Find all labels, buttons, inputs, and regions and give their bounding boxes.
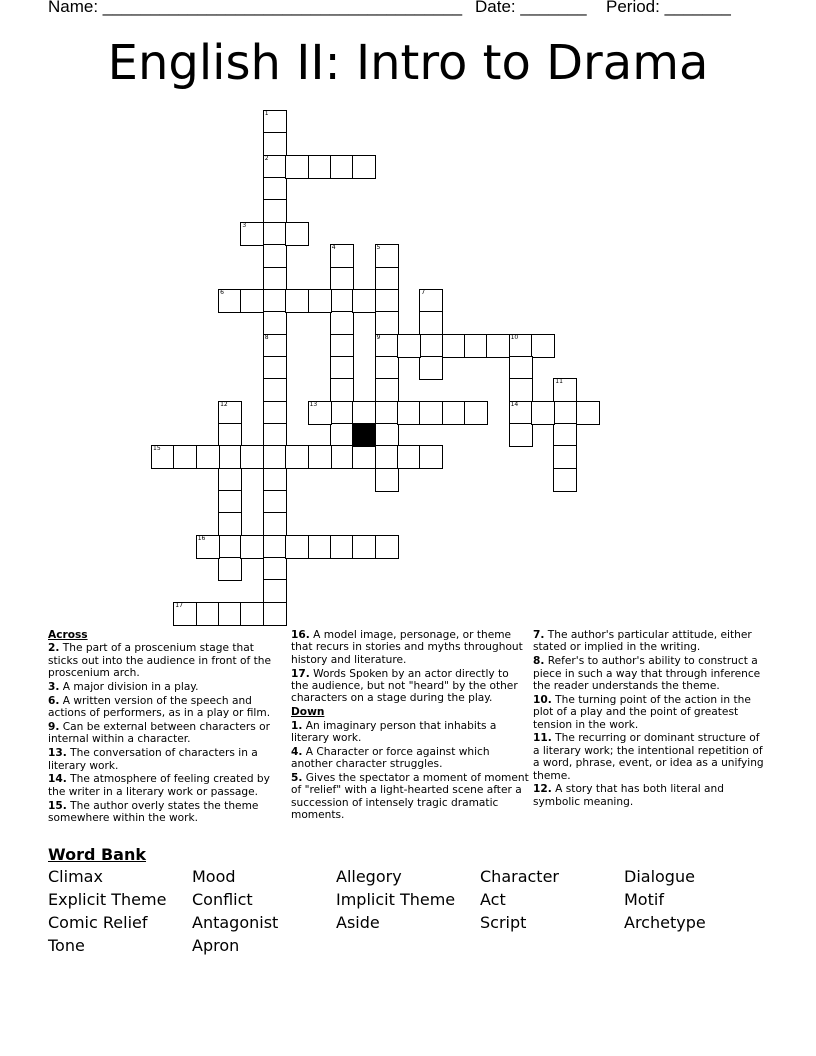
clue-number: 3 [242, 221, 247, 229]
crossword-cell[interactable] [419, 445, 443, 469]
crossword-cell[interactable] [263, 289, 287, 313]
clues-column-2 [291, 629, 529, 823]
crossword-cell[interactable] [419, 401, 443, 425]
crossword-cell[interactable] [330, 445, 354, 469]
crossword-cell[interactable] [263, 468, 287, 492]
across-heading: Across [48, 629, 88, 641]
down-clue: 8. Refer's to author's ability to construct a piece in such a way that through inference the reader understands the theme. [533, 655, 761, 693]
crossword-cell[interactable] [352, 445, 376, 469]
crossword-cell[interactable] [218, 423, 242, 447]
crossword-cell[interactable] [531, 401, 555, 425]
crossword-cell[interactable] [576, 401, 600, 425]
crossword-cell[interactable] [263, 311, 287, 335]
crossword-cell[interactable] [330, 244, 354, 268]
crossword-cell[interactable] [285, 222, 309, 246]
clue-number: 13 [309, 400, 318, 408]
crossword-cell[interactable] [263, 401, 287, 425]
crossword-cell[interactable] [196, 535, 220, 559]
down-clue: 7. The author's particular attitude, either stated or implied in the writing. [533, 629, 752, 654]
crossword-cell[interactable] [553, 401, 577, 425]
across-clue: 2. The part of a proscenium stage that sticks out into the audience in front of the proscenium arch. [48, 642, 271, 680]
crossword-cell[interactable] [263, 177, 287, 201]
clue-number: 16 [197, 534, 206, 542]
crossword-cell[interactable] [352, 289, 376, 313]
crossword-cell[interactable] [218, 535, 242, 559]
down-clue: 12. A story that has both literal and symbolic meaning. [533, 783, 724, 808]
name-field: Name: ______________________________________ [48, 0, 463, 16]
across-clue: 14. The atmosphere of feeling created by the writer in a literary work or passage. [48, 773, 270, 798]
word-bank-word: Explicit Theme [48, 890, 167, 909]
crossword-cell[interactable] [442, 334, 466, 358]
word-bank-word: Mood [192, 867, 236, 886]
crossword-cell[interactable] [263, 110, 287, 134]
crossword-cell[interactable] [240, 445, 264, 469]
crossword-cell[interactable] [218, 490, 242, 514]
crossword-cell[interactable] [240, 602, 264, 626]
crossword-cell[interactable] [375, 311, 399, 335]
clue-number: 15 [153, 445, 161, 453]
crossword-cell[interactable] [397, 401, 421, 425]
crossword-cell[interactable] [375, 423, 399, 447]
crossword-cell[interactable] [263, 512, 287, 536]
clue-number: 1 [264, 110, 269, 117]
crossword-cell[interactable] [375, 267, 399, 291]
crossword-cell[interactable] [263, 445, 287, 469]
across-clue: 17. Words Spoken by an actor directly to the audience, but not "heard" by the other characters on a stage during the play. [291, 667, 518, 705]
crossword-cell[interactable] [285, 155, 309, 179]
crossword-cell[interactable] [531, 334, 555, 358]
period-field: Period: _______ [606, 0, 731, 16]
crossword-cell[interactable] [419, 334, 443, 358]
down-clue: 11. The recurring or dominant structure of a literary work; the intentional repetition of a word, phrase, event, or idea as a unifying theme. [533, 732, 764, 782]
word-bank-word: Apron [192, 936, 240, 955]
crossword-cell[interactable] [419, 311, 443, 335]
crossword-cell[interactable] [509, 378, 533, 402]
clue-number: 6 [220, 288, 224, 296]
word-bank-word: Dialogue [624, 867, 695, 886]
crossword-cell[interactable] [308, 155, 332, 179]
crossword-cell[interactable] [263, 155, 287, 179]
crossword-cell[interactable] [375, 356, 399, 380]
crossword-cell[interactable] [218, 445, 242, 469]
crossword-cell[interactable] [263, 244, 287, 268]
crossword-cell[interactable] [285, 289, 309, 313]
crossword-cell[interactable] [263, 132, 287, 156]
word-bank-word: Tone [48, 936, 85, 955]
crossword-cell[interactable] [553, 468, 577, 492]
crossword-cell[interactable] [218, 557, 242, 581]
clue-number: 12 [220, 400, 228, 408]
crossword-cell[interactable] [285, 535, 309, 559]
word-bank-title: Word Bank [48, 845, 147, 864]
crossword-cell[interactable] [330, 334, 354, 358]
crossword-cell[interactable] [151, 445, 175, 469]
clue-number: 4 [331, 244, 336, 252]
crossword-cell[interactable] [263, 535, 287, 559]
word-bank-word: Character [480, 867, 559, 886]
clue-number: 7 [421, 288, 426, 296]
across-clue: 16. A model image, personage, or theme that recurs in stories and myths throughout history and literature. [291, 629, 523, 666]
word-bank-word: Allegory [336, 867, 402, 886]
crossword-cell[interactable] [375, 289, 399, 313]
clue-number: 2 [264, 154, 269, 162]
down-clue: 4. A Character or force against which another character struggles. [291, 745, 490, 771]
down-clue: 1. An imaginary person that inhabits a literary work. [291, 719, 497, 745]
word-bank-word: Conflict [192, 890, 253, 909]
crossword-cell[interactable] [263, 222, 287, 246]
crossword-cell[interactable] [330, 535, 354, 559]
crossword-cell[interactable] [442, 401, 466, 425]
crossword-cell[interactable] [263, 602, 287, 626]
word-bank-word: Implicit Theme [336, 890, 456, 909]
word-bank-word: Climax [48, 867, 103, 886]
crossword-cell[interactable] [330, 267, 354, 291]
word-bank-word: Archetype [624, 913, 706, 932]
crossword-cell[interactable] [352, 535, 376, 559]
crossword-cell[interactable] [486, 334, 510, 358]
clue-number: 17 [175, 601, 183, 609]
crossword-cell[interactable] [509, 356, 533, 380]
crossword-cell[interactable] [173, 445, 197, 469]
crossword-cell[interactable] [308, 535, 332, 559]
page-title: English II: Intro to Drama [107, 35, 709, 91]
crossword-cell[interactable] [330, 289, 354, 313]
crossword-cell[interactable] [397, 334, 421, 358]
crossword-cell[interactable] [263, 423, 287, 447]
crossword-cell[interactable] [218, 401, 242, 425]
crossword-cell[interactable] [464, 334, 488, 358]
crossword-cell[interactable] [263, 267, 287, 291]
crossword-cell[interactable] [375, 468, 399, 492]
across-clue: 6. A written version of the speech and actions of performers, as in a play or film. [48, 694, 271, 720]
crossword-cell[interactable] [352, 155, 376, 179]
crossword-cell[interactable] [352, 401, 376, 425]
crossword-cell[interactable] [509, 423, 533, 447]
crossword-cell[interactable] [330, 423, 354, 447]
crossword-cell[interactable] [553, 445, 577, 469]
crossword-cell[interactable] [375, 401, 399, 425]
crossword-cell[interactable] [218, 289, 242, 313]
crossword-cell[interactable] [330, 311, 354, 335]
crossword-cell[interactable] [330, 401, 354, 425]
crossword-cell[interactable] [330, 356, 354, 380]
clues-column-3 [533, 629, 769, 810]
word-bank-word: Antagonist [192, 913, 279, 932]
crossword-cell[interactable] [263, 356, 287, 380]
crossword-cell[interactable] [330, 155, 354, 179]
word-bank-word: Act [480, 890, 506, 909]
down-heading: Down [291, 706, 325, 719]
crossword-cell[interactable] [263, 334, 287, 358]
clue-number: 11 [555, 378, 563, 386]
word-bank-word: Aside [336, 913, 380, 932]
word-bank-word: Motif [624, 890, 664, 909]
crossword-cell[interactable] [263, 579, 287, 603]
crossword-cell[interactable] [196, 602, 220, 626]
crossword-cell[interactable] [419, 356, 443, 380]
crossword-cell[interactable] [196, 445, 220, 469]
across-clue: 13. The conversation of characters in a literary work. [48, 747, 258, 772]
across-clue: 15. The author overly states the theme somewhere within the work. [48, 799, 259, 825]
crossword-cell[interactable] [509, 401, 533, 425]
crossword-black-cell [352, 423, 376, 447]
date-field: Date: _______ [475, 0, 587, 16]
word-bank-word: Script [480, 913, 527, 932]
crossword-cell[interactable] [263, 557, 287, 581]
clue-number: 5 [376, 244, 381, 252]
crossword-cell[interactable] [397, 445, 421, 469]
crossword-cell[interactable] [330, 378, 354, 402]
crossword-cell[interactable] [308, 445, 332, 469]
crossword-cell[interactable] [218, 602, 242, 626]
down-clue: 10. The turning point of the action in the plot of a play and the point of greatest tension in the work. [533, 693, 751, 731]
crossword-cell[interactable] [218, 468, 242, 492]
down-clue: 5. Gives the spectator a moment of moment of "relief" with a light-hearted scene after a succession of intensely tragic dramatic moments. [291, 772, 529, 822]
crossword-cell[interactable] [240, 535, 264, 559]
across-clue: 3. A major division in a play. [48, 681, 199, 694]
across-clue: 9. Can be external between characters or internal within a character. [48, 721, 270, 746]
crossword-cell[interactable] [509, 334, 533, 358]
clue-number: 14 [510, 400, 519, 408]
crossword-cell[interactable] [375, 244, 399, 268]
crossword-cell[interactable] [240, 222, 264, 246]
crossword-cell[interactable] [263, 490, 287, 514]
crossword-cell[interactable] [375, 445, 399, 469]
crossword-cell[interactable] [285, 445, 309, 469]
word-bank-word: Comic Relief [48, 913, 148, 932]
crossword-cell[interactable] [308, 289, 332, 313]
crossword-cell[interactable] [263, 199, 287, 223]
crossword-cell[interactable] [263, 378, 287, 402]
clues-column-1 [48, 629, 286, 826]
crossword-cell[interactable] [240, 289, 264, 313]
clue-number: 9 [376, 333, 381, 341]
crossword-cell[interactable] [375, 334, 399, 358]
clue-number: 8 [264, 333, 269, 341]
crossword-cell[interactable] [218, 512, 242, 536]
crossword-cell[interactable] [553, 378, 577, 402]
crossword-cell[interactable] [173, 602, 197, 626]
clue-number: 10 [510, 333, 519, 341]
crossword-cell[interactable] [375, 378, 399, 402]
crossword-cell[interactable] [464, 401, 488, 425]
crossword-cell[interactable] [553, 423, 577, 447]
crossword-cell[interactable] [419, 289, 443, 313]
crossword-cell[interactable] [308, 401, 332, 425]
crossword-cell[interactable] [375, 535, 399, 559]
